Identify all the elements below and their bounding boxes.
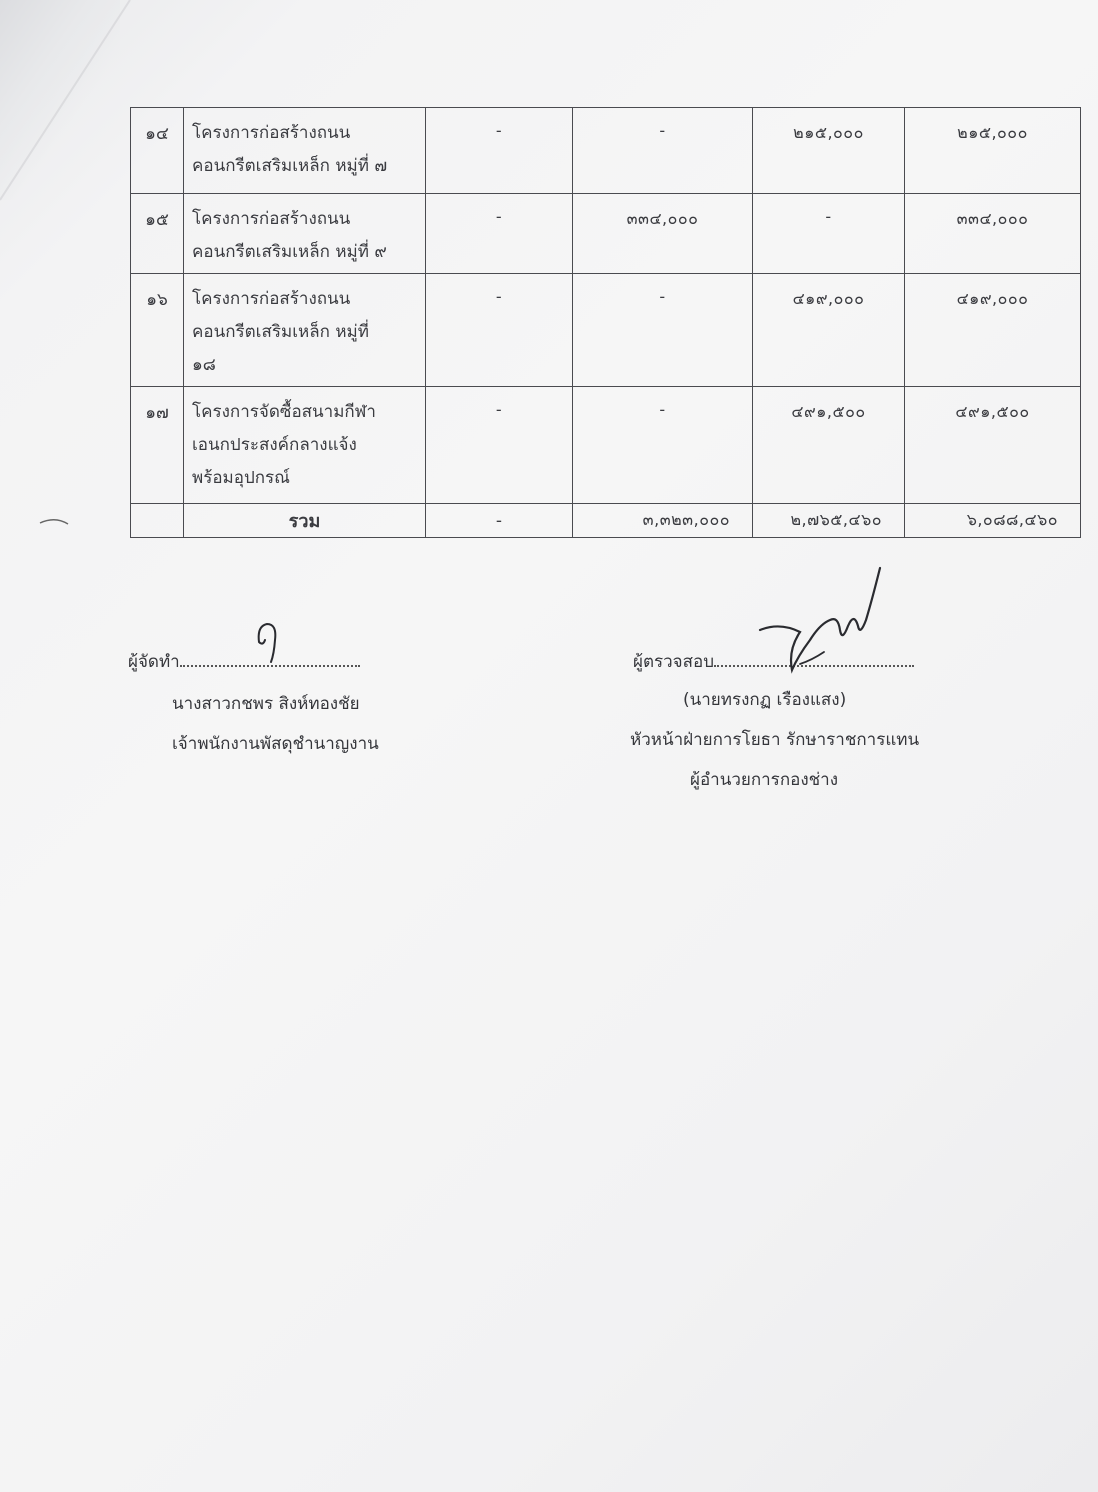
amount-cell: - bbox=[426, 387, 573, 504]
amount-cell: ๔๑๙,๐๐๐ bbox=[753, 274, 905, 387]
total-cell: ๒๑๕,๐๐๐ bbox=[905, 108, 1081, 194]
reviewer-signature-block bbox=[633, 648, 914, 675]
reviewer-position-2: ผู้อำนวยการกองช่าง bbox=[690, 770, 839, 790]
grand-total: ๖,๐๘๘,๔๖๐ bbox=[905, 504, 1081, 538]
amount-cell: - bbox=[573, 274, 753, 387]
amount-cell: ๒๑๕,๐๐๐ bbox=[753, 108, 905, 194]
amount-cell: - bbox=[573, 108, 753, 194]
row-number: ๑๗ bbox=[131, 387, 184, 504]
total-amount: ๓,๓๒๓,๐๐๐ bbox=[573, 504, 753, 538]
total-row bbox=[131, 504, 1081, 538]
amount-cell: ๔๙๑,๕๐๐ bbox=[753, 387, 905, 504]
total-amount: - bbox=[426, 504, 573, 538]
preparer-label: ผู้จัดทำ bbox=[128, 652, 180, 672]
amount-cell: - bbox=[426, 274, 573, 387]
reviewer-label: ผู้ตรวจสอบ bbox=[633, 652, 715, 672]
amount-cell: - bbox=[573, 387, 753, 504]
amount-cell: - bbox=[426, 108, 573, 194]
reviewer-label-line bbox=[633, 648, 914, 675]
total-amount: ๒,๗๖๕,๔๖๐ bbox=[753, 504, 905, 538]
preparer-position: เจ้าพนักงานพัสดุชำนาญงาน bbox=[172, 734, 379, 754]
project-name: โครงการก่อสร้างถนน คอนกรีตเสริมเหล็ก หมู่ที่ ๗ bbox=[184, 108, 426, 194]
total-cell: ๔๙๑,๕๐๐ bbox=[905, 387, 1081, 504]
signature-dotted-line bbox=[714, 664, 914, 667]
total-cell: ๔๑๙,๐๐๐ bbox=[905, 274, 1081, 387]
row-number: ๑๕ bbox=[131, 194, 184, 274]
reviewer-position: หัวหน้าฝ่ายการโยธา รักษาราชการแทน bbox=[630, 730, 920, 750]
preparer-label-line bbox=[128, 648, 360, 675]
project-name: โครงการก่อสร้างถนน คอนกรีตเสริมเหล็ก หมู่ที่ ๑๘ bbox=[184, 274, 426, 387]
table-row bbox=[131, 108, 1081, 194]
table-row bbox=[131, 274, 1081, 387]
project-name: โครงการก่อสร้างถนน คอนกรีตเสริมเหล็ก หมู่ที่ ๙ bbox=[184, 194, 426, 274]
amount-cell: ๓๓๔,๐๐๐ bbox=[573, 194, 753, 274]
row-number: ๑๖ bbox=[131, 274, 184, 387]
reviewer-name: (นายทรงกฏ เรืองแสง) bbox=[683, 690, 847, 710]
table-row bbox=[131, 194, 1081, 274]
table-row bbox=[131, 387, 1081, 504]
empty-cell bbox=[131, 504, 184, 538]
page-corner-shadow bbox=[0, 0, 120, 200]
preparer-name: นางสาวกชพร สิงห์ทองชัย bbox=[172, 694, 360, 714]
budget-table bbox=[130, 107, 1081, 538]
project-name: โครงการจัดซื้อสนามกีฬา เอนกประสงค์กลางแจ้ง พร้อมอุปกรณ์ bbox=[184, 387, 426, 504]
row-number: ๑๔ bbox=[131, 108, 184, 194]
total-cell: ๓๓๔,๐๐๐ bbox=[905, 194, 1081, 274]
total-label: รวม bbox=[184, 504, 426, 538]
amount-cell: - bbox=[426, 194, 573, 274]
amount-cell: - bbox=[753, 194, 905, 274]
preparer-signature-block bbox=[128, 648, 360, 675]
signature-dotted-line bbox=[180, 664, 360, 667]
